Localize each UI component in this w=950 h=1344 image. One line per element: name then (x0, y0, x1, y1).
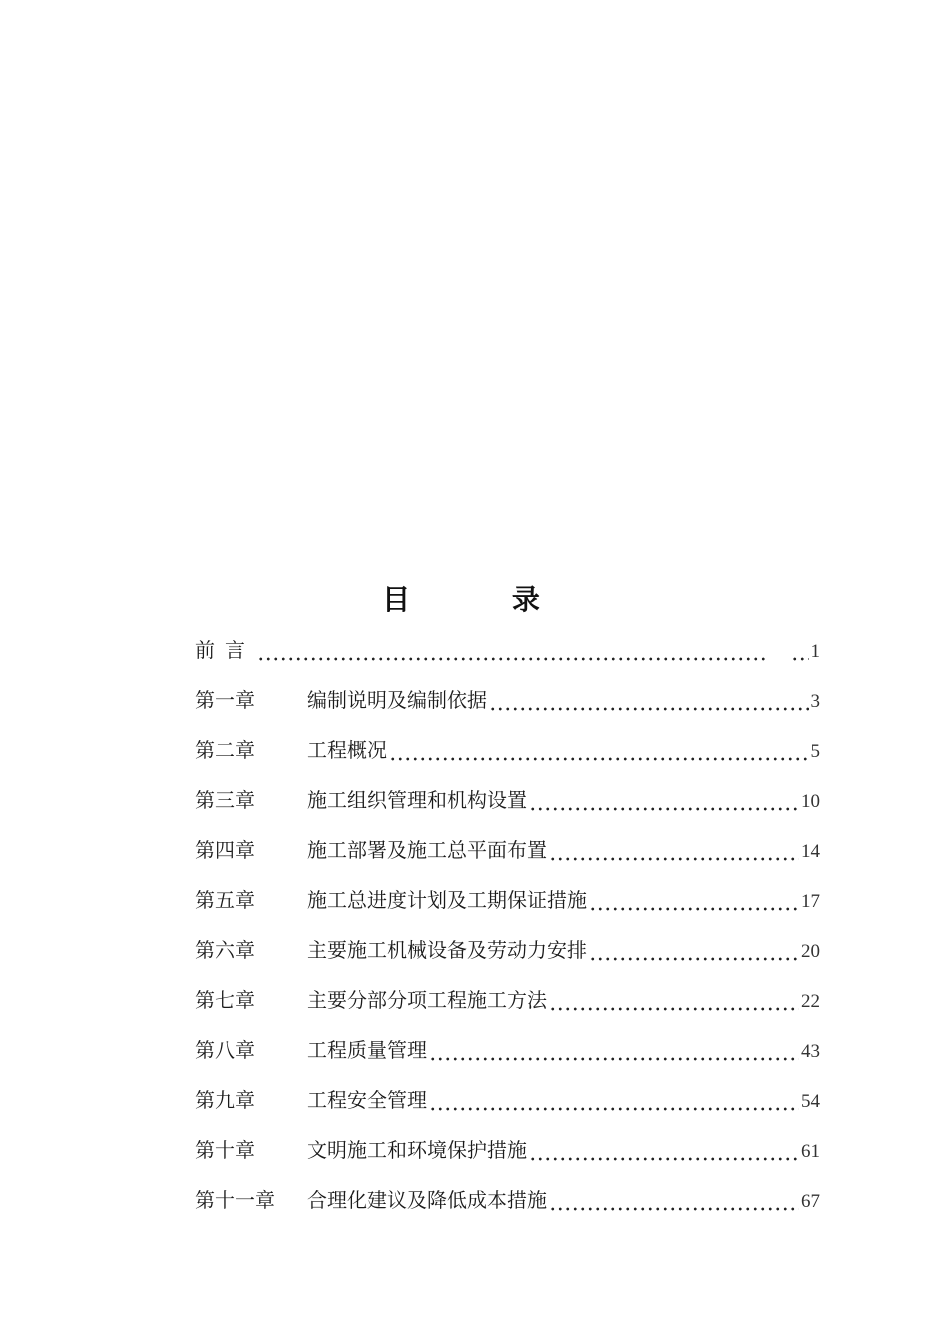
toc-page-number: 22 (801, 991, 820, 1012)
toc-chapter-number: 第十章 (195, 1138, 255, 1162)
toc-page-number: 10 (801, 791, 820, 812)
toc-chapter-heading: 施工部署及施工总平面布置 (307, 838, 547, 862)
toc-page-number: 67 (801, 1191, 820, 1212)
toc-entry[interactable] (195, 932, 820, 982)
toc-page-number: 17 (801, 891, 820, 912)
toc-entry[interactable] (195, 682, 820, 732)
toc-entry[interactable] (195, 1132, 820, 1182)
toc-entry[interactable] (195, 1182, 820, 1232)
toc-chapter-number: 第一章 (195, 688, 255, 712)
toc-leader-dots (389, 749, 809, 769)
toc-chapter-heading: 工程质量管理 (307, 1038, 427, 1062)
toc-leader-dots (549, 849, 799, 869)
toc-leader-dots (549, 999, 799, 1019)
toc-chapter-number: 第三章 (195, 788, 255, 812)
toc-page-number: 61 (801, 1141, 820, 1162)
toc-leader-dots (589, 949, 799, 969)
toc-chapter-heading: 文明施工和环境保护措施 (307, 1138, 527, 1162)
toc-entry[interactable] (195, 982, 820, 1032)
toc-leader-dots (791, 649, 809, 669)
toc-leader-dots (429, 1049, 799, 1069)
toc-page-number: 5 (810, 741, 820, 762)
toc-chapter-number: 第二章 (195, 738, 255, 762)
toc-entry[interactable] (195, 832, 820, 882)
toc-leader-dots (489, 699, 809, 719)
toc-chapter-number: 第十一章 (195, 1188, 275, 1212)
toc-entry[interactable] (195, 882, 820, 932)
toc-page-number: 54 (801, 1091, 820, 1112)
toc-leader-dots (549, 1199, 799, 1219)
toc-page-number: 20 (801, 941, 820, 962)
toc-chapter-heading: 主要分部分项工程施工方法 (307, 988, 547, 1012)
toc-leader-dots (529, 1149, 799, 1169)
toc-chapter-number: 第九章 (195, 1088, 255, 1112)
toc-page-number: 43 (801, 1041, 820, 1062)
toc-page-number: 14 (801, 841, 820, 862)
toc-chapter-heading: 主要施工机械设备及劳动力安排 (307, 938, 587, 962)
toc-chapter-heading: 编制说明及编制依据 (307, 688, 487, 712)
toc-entry-preface[interactable] (195, 632, 820, 682)
toc-chapter-number: 第四章 (195, 838, 255, 862)
toc-entry[interactable] (195, 1082, 820, 1132)
toc-chapter-number: 第八章 (195, 1038, 255, 1062)
toc-leader-dots (589, 899, 799, 919)
toc-entry[interactable] (195, 1032, 820, 1082)
toc-page-number: 3 (810, 691, 820, 712)
toc-list (195, 632, 820, 1232)
toc-chapter-heading: 施工总进度计划及工期保证措施 (307, 888, 587, 912)
toc-entry[interactable] (195, 782, 820, 832)
toc-leader-dots (257, 649, 769, 669)
toc-chapter-number: 第七章 (195, 988, 255, 1012)
toc-entry[interactable] (195, 732, 820, 782)
toc-leader-dots (429, 1099, 799, 1119)
toc-leader-dots (529, 799, 799, 819)
toc-chapter-number: 第五章 (195, 888, 255, 912)
toc-chapter-heading: 合理化建议及降低成本措施 (307, 1188, 547, 1212)
toc-page-number: 1 (810, 641, 820, 662)
toc-chapter-heading: 工程概况 (307, 738, 387, 762)
toc-title: 目 录 (382, 583, 586, 616)
toc-chapter-heading: 工程安全管理 (307, 1088, 427, 1112)
toc-preface-label: 前言 (195, 638, 255, 662)
toc-chapter-heading: 施工组织管理和机构设置 (307, 788, 527, 812)
toc-chapter-number: 第六章 (195, 938, 255, 962)
